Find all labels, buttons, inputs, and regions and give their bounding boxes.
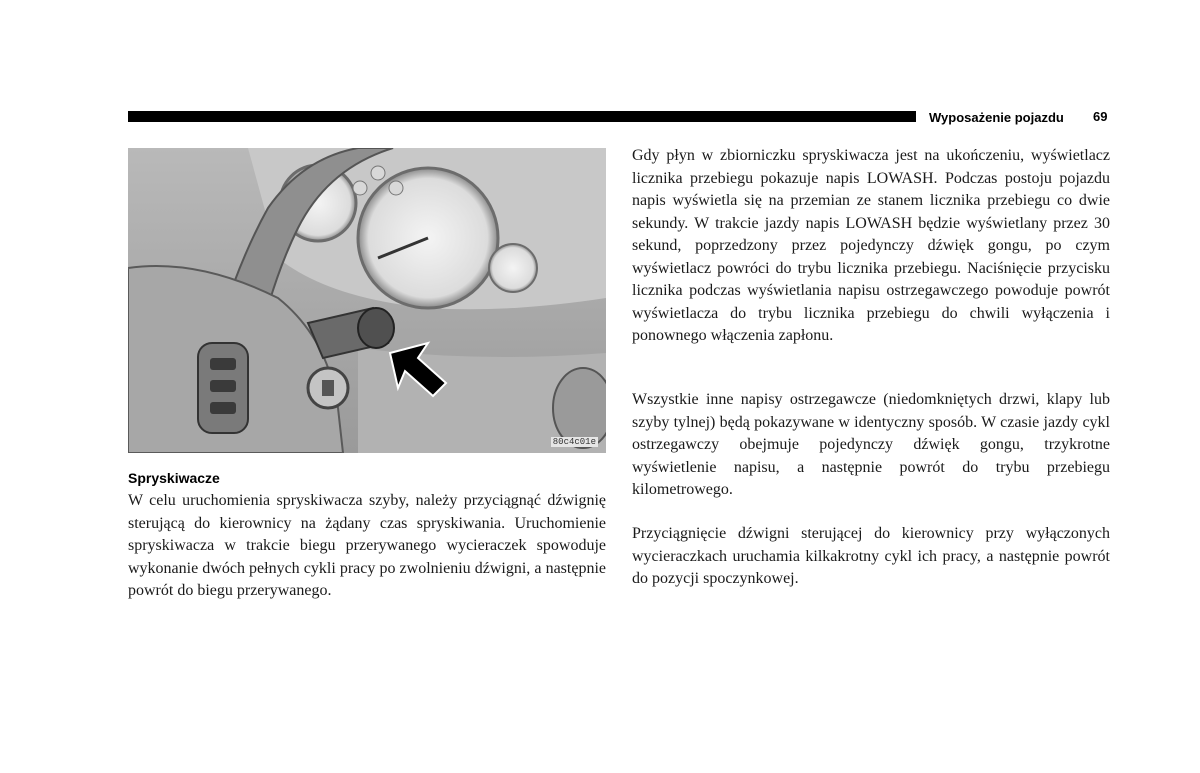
fuel-gauge — [489, 244, 537, 292]
left-paragraph: W celu uruchomienia spryskiwacza szyby, należy przyciągnąć dźwignię sterującą do kierownicy na żądany czas spryskiwania. Uruchomienie spryskiwacza w trakcie biegu przerywanego wycieraczek spowoduje wykonanie dwóch pełnych cykli pracy po zwolnieniu dźwigni, a następnie powrót do biegu przerywanego. — [128, 492, 606, 599]
indicator-light — [353, 181, 367, 195]
figure-code: 80c4c01e — [552, 437, 596, 447]
air-vent — [553, 368, 606, 448]
dashboard-illustration — [128, 148, 606, 453]
header-section-title: Wyposażenie pojazdu — [929, 110, 1064, 125]
right-paragraph-1: Gdy płyn w zbiorniczku spryskiwacza jest na ukończeniu, wyświetlacz licznika przebiegu pokazuje napis LOWASH. Podczas postoju pojazdu napis wyświetla się na przemian ze stanem licznika przebiegu co dwie sekundy. W trakcie jazdy napis LOWASH będzie wyświetlany przez 30 sekund, poprzedzony przez pojedynczy dźwięk gongu, po czym wyświetlacz powróci do trybu licznika przebiegu. Naciśnięcie przycisku licznika podczas wyświetlania napisu ostrzegawczego powoduje powrót wyświetlacza do trybu licznika przebiegu do chwili wyłączenia i ponownego włączenia zapłonu. — [632, 147, 1110, 344]
wiper-stalk-knob — [358, 308, 394, 348]
header-rule — [128, 111, 916, 122]
page-number: 69 — [1093, 109, 1108, 124]
figure-steering-column-photo — [128, 148, 606, 453]
right-paragraph-2: Wszystkie inne napisy ostrzegawcze (niedomkniętych drzwi, klapy lub szyby tylnej) będą pokazywane w identyczny sposób. W czasie jazdy cykl ostrzegawczy obejmuje pojedynczy dźwięk gongu, trzykrotne wyświetlenie napisu, a następnie powrót do trybu przebiegu kilometrowego. — [632, 391, 1110, 498]
section-heading: Spryskiwacze — [128, 470, 220, 486]
right-paragraph-3: Przyciągnięcie dźwigni sterującej do kierownicy przy wyłączonych wycieraczkach uruchamia kilkakrotny cykl ich pracy, a następnie powrót do pozycji spoczynkowej. — [632, 525, 1110, 587]
indicator-light — [389, 181, 403, 195]
indicator-light — [371, 166, 385, 180]
